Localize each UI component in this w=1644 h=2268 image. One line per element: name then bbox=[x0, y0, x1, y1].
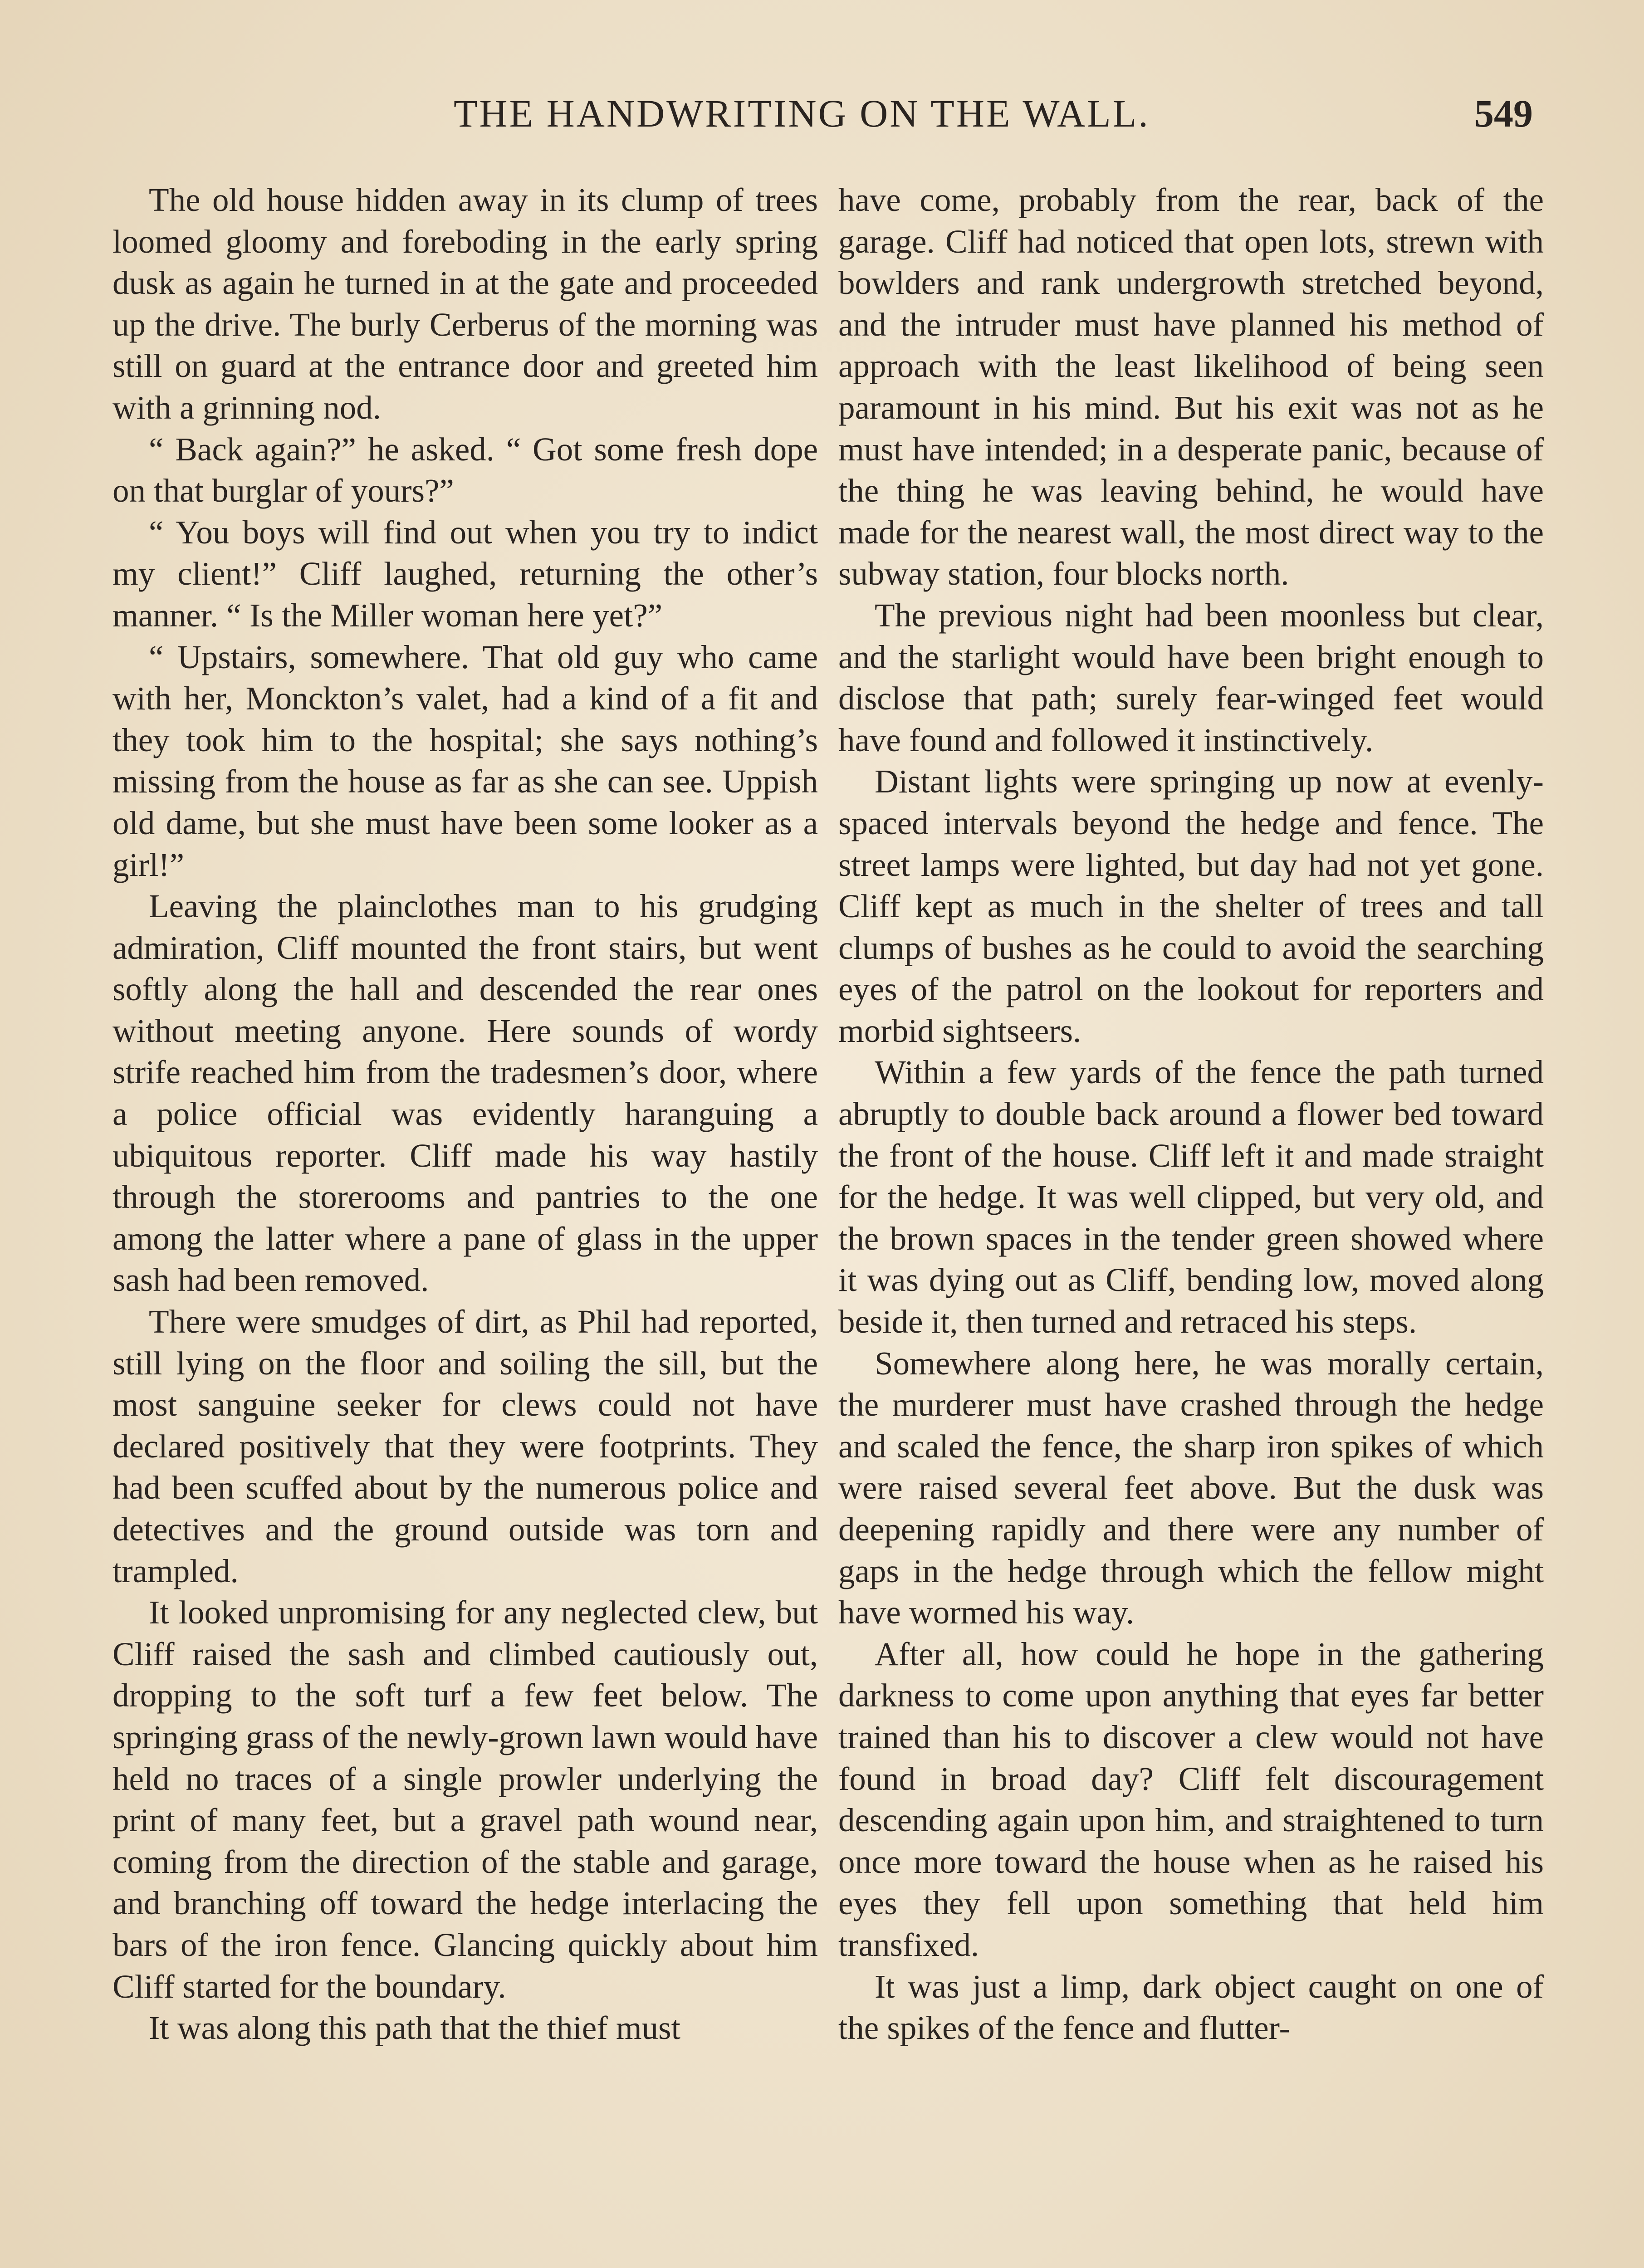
running-head bbox=[0, 91, 1644, 141]
paragraph: There were smudges of dirt, as Phil had reported, still lying on the floor and soiling the sill, but the most sanguine seeker for clews could not have declared positively that they were footprints. They had been scuffed about by the numerous police and detectives and the ground outside was torn and trampled. bbox=[113, 1303, 818, 1589]
left-column bbox=[113, 179, 818, 2049]
right-column bbox=[838, 179, 1544, 2049]
paragraph: Somewhere along here, he was morally certain, the murderer must have crashed through the hedge and scaled the fence, the sharp iron spikes of which were raised several feet above. But the dusk was deepening rapidly and there were any number of gaps in the hedge through which the fellow might have wormed his way. bbox=[838, 1344, 1544, 1631]
paragraph: Distant lights were springing up now at evenly-spaced intervals beyond the hedge and fence. The street lamps were lighted, but day had not yet gone. Cliff kept as much in the shelter of trees and tall clumps of bushes as he could to avoid the searching eyes of the patrol on the lookout for reporters and morbid sightseers. bbox=[838, 763, 1544, 1049]
paragraph: “ Back again?” he asked. “ Got some fresh dope on that burglar of yours?” bbox=[113, 430, 818, 509]
paragraph: It looked unpromising for any neglected clew, but Cliff raised the sash and climbed cautiously out, dropping to the soft turf a few feet below. The springing grass of the newly-grown lawn would have held no traces of a single prowler underlying the print of many feet, but a gravel path wound near, coming from the direction of the stable and garage, and branching off toward the hedge interlacing the bars of the iron fence. Glancing quickly about him Cliff started for the boundary. bbox=[113, 1594, 818, 2005]
page-number: 549 bbox=[1474, 92, 1533, 135]
paragraph: The previous night had been moonless but clear, and the starlight would have been bright enough to disclose that path; surely fear-winged feet would have found and followed it instinctively. bbox=[838, 596, 1544, 758]
paragraph: “ Upstairs, somewhere. That old guy who came with her, Monckton’s valet, had a kind of a fit and they took him to the hospital; she says nothing’s missing from the house as far as she can see. Uppish old dame, but she must have been some looker as a girl!” bbox=[113, 638, 818, 883]
paragraph: Within a few yards of the fence the path turned abruptly to double back around a flower bed toward the front of the house. Cliff left it and made straight for the hedge. It was well clipped, but very old, and the brown spaces in the tender green showed where it was dying out as Cliff, bending low, moved along beside it, then turned and retraced his steps. bbox=[838, 1054, 1544, 1340]
paragraph: “ You boys will find out when you try to indict my client!” Cliff laughed, returning the other’s manner. “ Is the Miller woman here yet?” bbox=[113, 513, 818, 634]
paragraph: It was just a limp, dark object caught on one of the spikes of the fence and flutter- bbox=[838, 1968, 1544, 2047]
paragraph: The old house hidden away in its clump of trees loomed gloomy and foreboding in the early spring dusk as again he turned in at the gate and proceeded up the drive. The burly Cerberus of the morning was still on guard at the entrance door and greeted him with a grinning nod. bbox=[113, 181, 818, 426]
running-title: THE HANDWRITING ON THE WALL. bbox=[454, 92, 1150, 135]
paragraph: After all, how could he hope in the gathering darkness to come upon anything that eyes far better trained than his to discover a clew would not have found in broad day? Cliff felt discouragement descending again upon him, and straightened to turn once more toward the house when as he raised his eyes they fell upon something that held him transfixed. bbox=[838, 1635, 1544, 1963]
paragraph: Leaving the plainclothes man to his grudging admiration, Cliff mounted the front stairs, but went softly along the hall and descended the rear ones without meeting anyone. Here sounds of wordy strife reached him from the tradesmen’s door, where a police official was evidently haranguing a ubiquitous reporter. Cliff made his way hastily through the storerooms and pantries to the one among the latter where a pane of glass in the upper sash had been removed. bbox=[113, 888, 818, 1299]
paragraph: It was along this path that the thief must bbox=[149, 2009, 680, 2047]
paragraph: have come, probably from the rear, back of the garage. Cliff had noticed that open lots, strewn with bowlders and rank undergrowth stretched beyond, and the intruder must have planned his method of approach with the least likelihood of being seen paramount in his mind. But his exit was not as he must have intended; in a desperate panic, because of the thing he was leaving behind, he would have made for the nearest wall, the most direct way to the subway station, four blocks north. bbox=[838, 181, 1544, 592]
